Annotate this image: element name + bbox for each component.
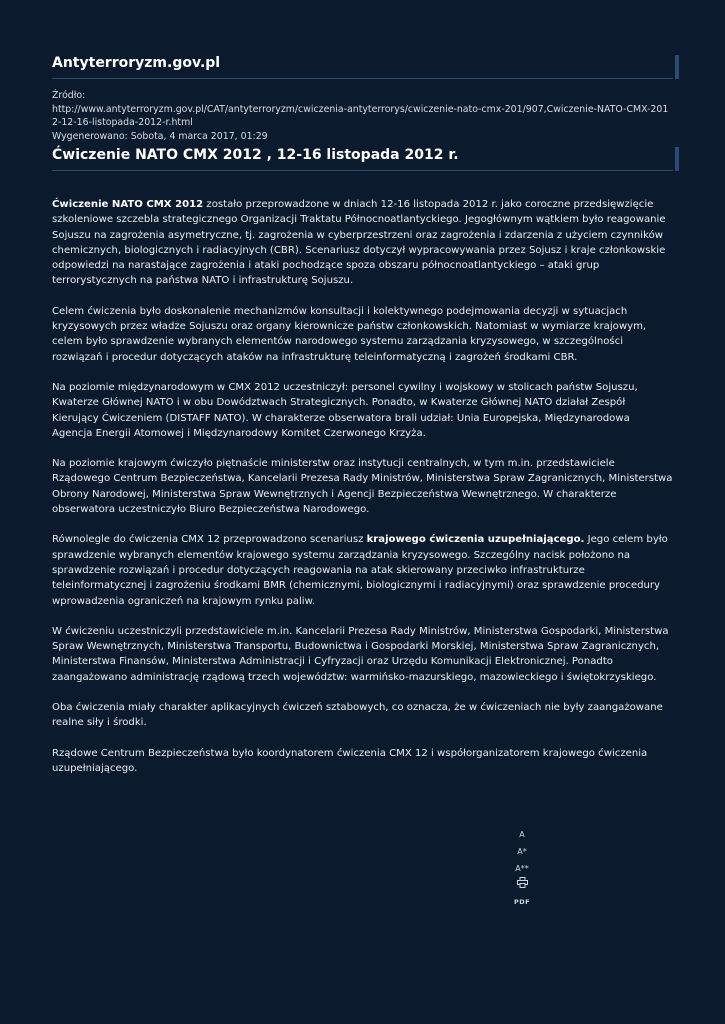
header-divider [52,78,673,79]
bold-lead: Ćwiczenie NATO CMX 2012 [52,199,204,210]
article-body [52,197,673,791]
paragraph: Na poziomie międzynarodowym w CMX 2012 uczestniczył: personel cywilny i wojskowy w stolicach państw Sojuszu, Kwaterze Głównej NATO i w obu Dowództwach Strategicznych. Ponadto, w Kwaterze Głównej NATO działał Zespół Kierujący Ćwiczeniem (DISTAFF NATO). W charakterze obserwatora brali udział: Unia Europejska, Międzynarodowa Agencja Energii Atomowej i Międzynarodowy Komitet Czerwonego Krzyża. [52,381,638,439]
site-title: Antyterroryzm.gov.pl [52,55,221,71]
paragraph: Oba ćwiczenia miały charakter aplikacyjnych ćwiczeń sztabowych, co oznacza, że w ćwiczeniach nie były zaangażowane realne siły i środki. [52,702,663,729]
font-size-small-button[interactable]: A [519,830,525,839]
paragraph: Ćwiczenie NATO CMX 2012 zostało przeprowadzone w dniach 12-16 listopada 2012 r. jako coroczne przedsięwzięcie szkoleniowe szczebla strategicznego Organizacji Traktatu Północnoatlantyckiego. Jegogłównym wątkiem było reagowanie Sojuszu na zagrożenia asymetryczne, tj. zagrożenia w cyberprzestrzeni oraz zagrożenia i zdarzenia z użyciem czynników chemicznych, biologicznych i radiacyjnych (CBR). Scenariusz dotyczył wypracowywania przez Sojusz i kraje członkowskie odpowiedzi na narastające zagrożenia i ataki pochodzące spoza obszaru północnoatlantyckiego – ataki grup terrorystycznych na państwa NATO i infrastrukturę Sojuszu. [52,199,666,287]
article-title: Ćwiczenie NATO CMX 2012 , 12-16 listopada 2012 r. [52,147,459,163]
pdf-button[interactable]: PDF [513,898,531,906]
paragraph: Równolegle do ćwiczenia CMX 12 przeprowadzono scenariusz krajowego ćwiczenia uzupełniającego. Jego celem było sprawdzenie wybranych elementów krajowego systemu zarządzania kryzysowego. Szczególny nacisk położono na sprawdzenie rozwiązań i procedur dotyczących reagowania na atak skierowany przeciwko infrastrukturze teleinformatycznej i zagrożeniu środkami BMR (chemicznymi, biologicznymi i radiacyjnymi) oraz sprawdzenie procedury wprowadzenia ograniczeń na krajowym rynku paliw. [52,534,668,607]
paragraph: W ćwiczeniu uczestniczyli przedstawiciele m.in. Kancelarii Prezesa Rady Ministrów, Ministerstwa Gospodarki, Ministerstwa Spraw Wewnętrznych, Ministerstwa Transportu, Budownictwa i Gospodarki Morskiej, Ministerstwa Spraw Zagranicznych, Ministerstwa Finansów, Ministerstwa Administracji i Cyfryzacji oraz Urzędu Komunikacji Elektronicznej. Ponadto zaangażowano administrację rządową trzech województw: warmińsko-mazurskiego, mazowieckiego i świętokrzyskiego. [52,625,669,683]
paragraph: Rządowe Centrum Bezpieczeństwa było koordynatorem ćwiczenia CMX 12 i współorganizatorem krajowego ćwiczenia uzupełniającego. [52,747,648,774]
bold-phrase: krajowego ćwiczenia uzupełniającego. [366,534,585,546]
font-size-large-button[interactable]: A** [515,864,529,873]
source-url[interactable]: http://www.antyterroryzm.gov.pl/CAT/antyterroryzm/cwiczenia-antyterrorys/cwiczenie-nato-cmx-201/907,Cwiczenie-NATO-CMX-2012-12-16-listopada-2012-r.html [52,103,669,128]
generated-timestamp: Wygenerowano: Sobota, 4 marca 2017, 01:29 [52,130,268,142]
page-tools [512,826,532,911]
title-divider [52,170,673,171]
paragraph: Celem ćwiczenia było doskonalenie mechanizmów konsultacji i kolektywnego podejmowania decyzji w sytuacjach kryzysowych przez władze Sojuszu oraz organy kierownicze państw członkowskich. Natomiast w wymiarze krajowym, celem było sprawdzenie wybranych elementów narodowego systemu zarządzania kryzysowego, w szczególności rozwiązań i procedur dotyczących ataków na infrastrukturę teleinformatyczną i zagrożeń środkami CBR. [52,305,647,363]
source-meta [52,89,673,143]
source-label: Źródło: [52,90,86,101]
font-size-medium-button[interactable]: A* [517,847,527,856]
printer-icon[interactable] [517,877,528,894]
paragraph: Na poziomie krajowym ćwiczyło piętnaście ministerstw oraz instytucji centralnych, w tym m.in. przedstawiciele Rządowego Centrum Bezpieczeństwa, Kancelarii Prezesa Rady Ministrów, Ministerstwa Spraw Zagranicznych, Ministerstwa Obrony Narodowej, Ministerstwa Spraw Wewnętrznych i Agencji Bezpieczeństwa Wewnętrznego. W charakterze obserwatora uczestniczyło Biuro Bezpieczeństwa Narodowego. [52,458,673,516]
